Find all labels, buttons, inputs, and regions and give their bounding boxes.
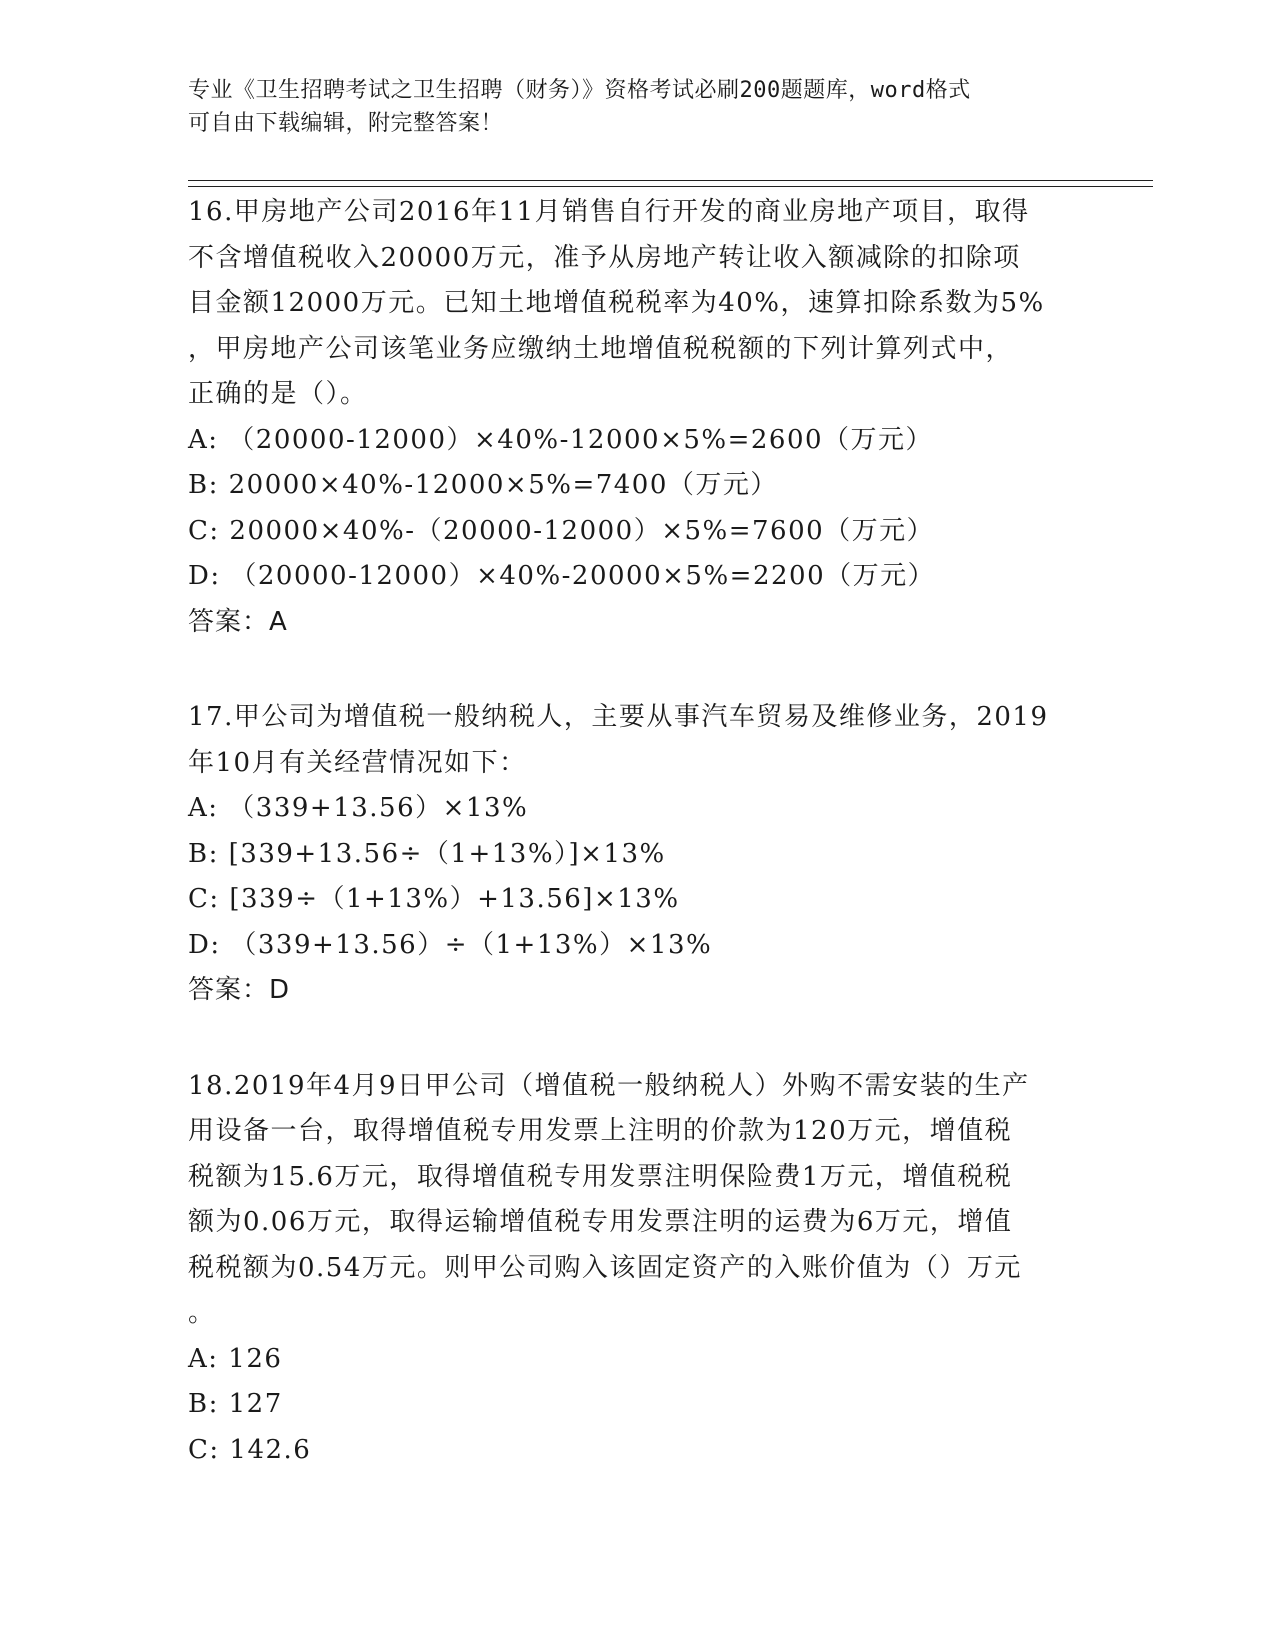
answer-option: C: 142.6 [188,1434,312,1465]
question-stem-line: 额为0.06万元，取得运输增值税专用发票注明的运费为6万元，增值 [188,1207,1013,1237]
answer-option: D: （339+13.56）÷（1+13%）×13% [188,929,713,960]
answer-option: C: [339÷（1+13%）+13.56]×13% [188,884,680,914]
document-header [188,74,1068,140]
answer-option: A: （339+13.56）×13% [188,793,529,823]
question-stem-line: 年10月有关经营情况如下： [188,747,527,778]
answer-option: B: [339+13.56÷（1+13%）]×13% [188,838,666,869]
answer-option: B: 20000×40%-12000×5%=7400（万元） [188,470,778,500]
question-block [188,695,1078,1014]
question-stem-line: 18.2019年4月9日甲公司（增值税一般纳税人）外购不需安装的生产 [188,1070,1030,1101]
header-divider-bottom [188,186,1153,187]
question-block [188,1064,1078,1474]
question-stem-line: ，甲房地产公司该笔业务应缴纳土地增值税税额的下列计算列式中， [188,333,1014,364]
header-divider-top [188,180,1153,181]
answer-option: D: （20000-12000）×40%-20000×5%=2200（万元） [188,561,936,591]
question-stem-line: 17.甲公司为增值税一般纳税人，主要从事汽车贸易及维修业务，2019 [188,702,1049,732]
question-block [188,190,1078,645]
question-stem-line: 税额为15.6万元，取得增值税专用发票注明保险费1万元，增值税税 [188,1161,1013,1192]
question-stem-line: 。 [188,1298,216,1328]
question-stem-line: 税税额为0.54万元。则甲公司购入该固定资产的入账价值为（）万元 [188,1252,1022,1283]
question-stem-line: 目金额12000万元。已知土地增值税税率为40%，速算扣除系数为5% [188,288,1045,318]
question-stem-line: 正确的是（）。 [188,379,368,409]
question-stem-line: 用设备一台，取得增值税专用发票上注明的价款为120万元，增值税 [188,1116,1013,1146]
answer-key: 答案：D [188,975,291,1005]
question-list [188,190,1078,1523]
answer-option: A: （20000-12000）×40%-12000×5%=2600（万元） [188,424,934,455]
answer-key: 答案：A [188,606,288,637]
question-stem-line: 16.甲房地产公司2016年11月销售自行开发的商业房地产项目，取得 [188,197,1030,227]
header-line-1: 专业《卫生招聘考试之卫生招聘（财务）》资格考试必刷200题题库，word格式 [188,78,971,103]
answer-option: B: 127 [188,1389,283,1419]
answer-option: C: 20000×40%-（20000-12000）×5%=7600（万元） [188,515,935,546]
header-line-2: 可自由下载编辑，附完整答案！ [188,111,504,136]
answer-option: A: 126 [188,1343,283,1374]
question-stem-line: 不含增值税收入20000万元，准予从房地产转让收入额减除的扣除项 [188,242,1021,273]
